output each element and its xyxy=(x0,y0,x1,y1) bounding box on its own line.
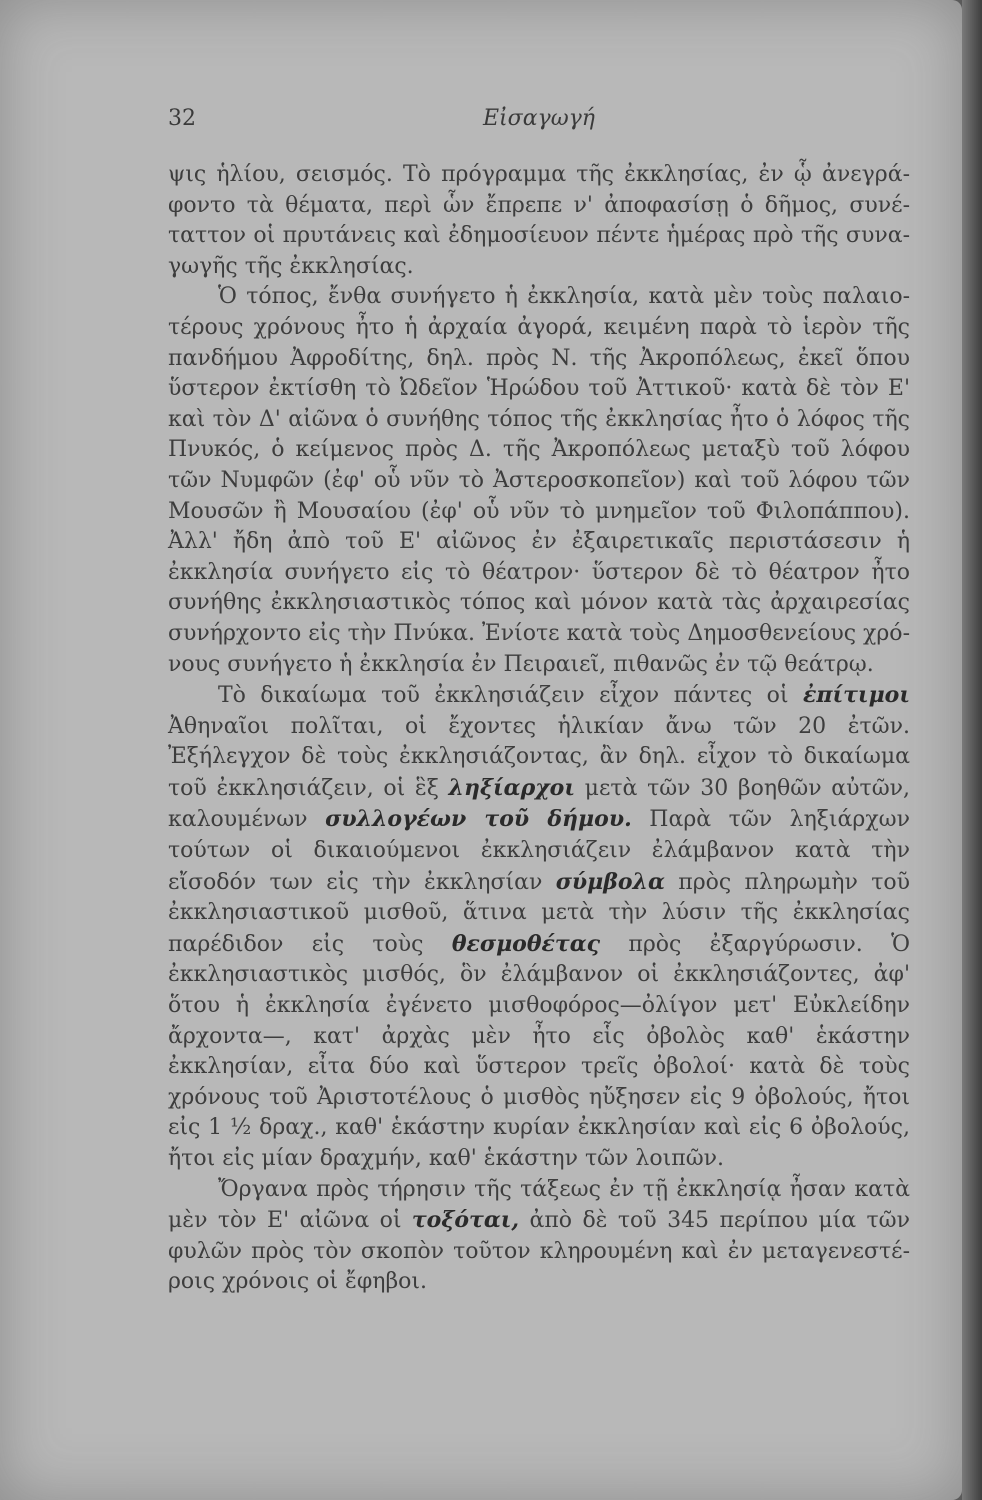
emphasized-term: τοξόται, xyxy=(411,1207,520,1234)
running-title: Εἰσαγωγή xyxy=(483,106,595,131)
text-run: Ὁ τόπος, ἔνθα συνήγετο ἡ ἐκκλησία, κατὰ μὲν τοὺς παλαιοτέρους χρόνους ἦτο ἡ ἀρχαία ἀγορά, κειμένη παρὰ τὸ ἱερὸν τῆς πανδήμου Ἀφροδίτης, δηλ. πρὸς Ν. τῆς Ἀκροπόλεως, ἐκεῖ ὅπου ὕστερον ἐκτίσθη τὸ Ὠδεῖον Ἡρώδου τοῦ Ἀττικοῦ· κατὰ δὲ τὸν Ε' καὶ τὸν Δ' αἰῶνα ὁ συνήθης τόπος τῆς ἐκκλησίας ἦτο ὁ λόφος τῆς Πνυκός, ὁ κείμενος πρὸς Δ. τῆς Ἀκροπόλεως μεταξὺ τοῦ λόφου τῶν Νυμφῶν (ἐφ' οὗ νῦν τὸ Ἀστεροσκοπεῖον) καὶ τοῦ λόφου τῶν Μουσῶν ἢ Μουσαίου (ἐφ' οὗ νῦν τὸ μνημεῖον τοῦ Φιλοπάππου). Ἀλλ' ἤδη ἀπὸ τοῦ Ε' αἰῶνος ἐν ἐξαιρετικαῖς περιστάσεσιν ἡ ἐκκλησία συνήγετο εἰς τὸ θέατρον· ὕστερον δὲ τὸ θέατρον ἦτο συνήθης ἐκκλησιαστικὸς τόπος καὶ μόνον κατὰ τὰς ἀρχαιρεσίας συνήρχοντο εἰς τὴν Πνύκα. Ἐνίοτε κατὰ τοὺς Δημοσθενείους χρόνους συνήγετο ἡ ἐκκλησία ἐν Πειραιεῖ, πιθανῶς ἐν τῷ θεάτρῳ. xyxy=(168,284,910,677)
book-gutter xyxy=(962,0,982,1500)
text-run: Ὄργανα πρὸς τήρησιν τῆς τάξεως ἐν τῇ ἐκκλησίᾳ ἦσαν κατὰ μὲν τὸν Ε' αἰῶνα οἱ xyxy=(168,1176,910,1234)
emphasized-term: ληξίαρχοι xyxy=(448,774,575,801)
text-run: Ἀθηναῖοι πολῖται, οἱ ἔχοντες ἡλικίαν ἄνω τῶν 20 ἐτῶν. Ἐξήλεγχον δὲ τοὺς ἐκκλησιάζοντας, ἂν δηλ. εἶχον τὸ δικαίωμα τοῦ ἐκκλησιάζειν, οἱ ἓξ xyxy=(168,713,910,801)
emphasized-term: θεσμοθέτας xyxy=(451,930,601,957)
text-run: μετὰ τῶν 30 βοηθῶν αὐτῶν, καλουμένων xyxy=(168,775,910,833)
paragraph-meeting-place xyxy=(168,282,910,680)
text-run: ἀπὸ δὲ τοῦ 345 περίπου μία τῶν φυλῶν πρὸς τὸν σκοπὸν τοῦτον κληρουμένη καὶ ἐν μεταγενεστέροις χρόνοις οἱ ἔφηβοι. xyxy=(168,1208,910,1295)
text-run: πρὸς ἐξαργύρωσιν. Ὁ ἐκκλησιαστικὸς μισθός, ὃν ἐλάμβανον οἱ ἐκκλησιάζοντες, ἀφ' ὅτου ἡ ἐκκλησία ἐγένετο μισθοφόρος—ὀλίγον μετ' Εὐκλείδην ἄρχοντα—, κατ' ἀρχὰς μὲν ἦτο εἷς ὀβολὸς καθ' ἑκάστην ἐκκλησίαν, εἶτα δύο καὶ ὕστερον τρεῖς ὀβολοί· κατὰ δὲ τοὺς χρόνους τοῦ Ἀριστοτέλους ὁ μισθὸς ηὔξησεν εἰς 9 ὀβολούς, ἤτοι εἰς 1 ½ δραχ., καθ' ἑκάστην κυρίαν ἐκκλησίαν καὶ εἰς 6 ὀβολούς, ἤτοι εἰς μίαν δραχμήν, καθ' ἑκάστην τῶν λοιπῶν. xyxy=(168,931,910,1171)
paragraph-right-to-attend xyxy=(168,680,910,1175)
body-text xyxy=(168,160,910,1298)
emphasized-term: σύμβολα xyxy=(555,868,665,895)
text-run: ψις ἡλίου, σεισμός. Τὸ πρόγραμμα τῆς ἐκκλησίας, ἐν ᾧ ἀνεγράφοντο τὰ θέματα, περὶ ὧν ἔπρεπε ν' ἀποφασίσῃ ὁ δῆμος, συνέταττον οἱ πρυτάνεις καὶ ἐδημοσίευον πέντε ἡμέρας πρὸ τῆς συναγωγῆς τῆς ἐκκλησίας. xyxy=(168,162,910,279)
paragraph-continuation xyxy=(168,160,910,282)
emphasized-term: συλλογέων τοῦ δήμου. xyxy=(325,806,632,833)
text-run: Τὸ δικαίωμα τοῦ ἐκκλησιάζειν εἶχον πάντες οἱ xyxy=(218,683,803,709)
text-run: Παρὰ τῶν ληξιάρχων τούτων οἱ δικαιούμενοι ἐκκλησιάζειν ἐλάμβανον κατὰ τὴν εἴσοδόν των εἰς τὴν ἐκκλησίαν xyxy=(168,807,910,895)
emphasized-term: ἐπίτιμοι xyxy=(803,682,910,709)
page-number: 32 xyxy=(168,106,196,131)
running-head xyxy=(168,106,910,142)
paragraph-order-keeping xyxy=(168,1175,910,1298)
text-run: πρὸς πληρωμὴν τοῦ ἐκκλησιαστικοῦ μισθοῦ, ἅτινα μετὰ τὴν λύσιν τῆς ἐκκλησίας παρέδιδον εἰς τοὺς xyxy=(168,869,910,957)
